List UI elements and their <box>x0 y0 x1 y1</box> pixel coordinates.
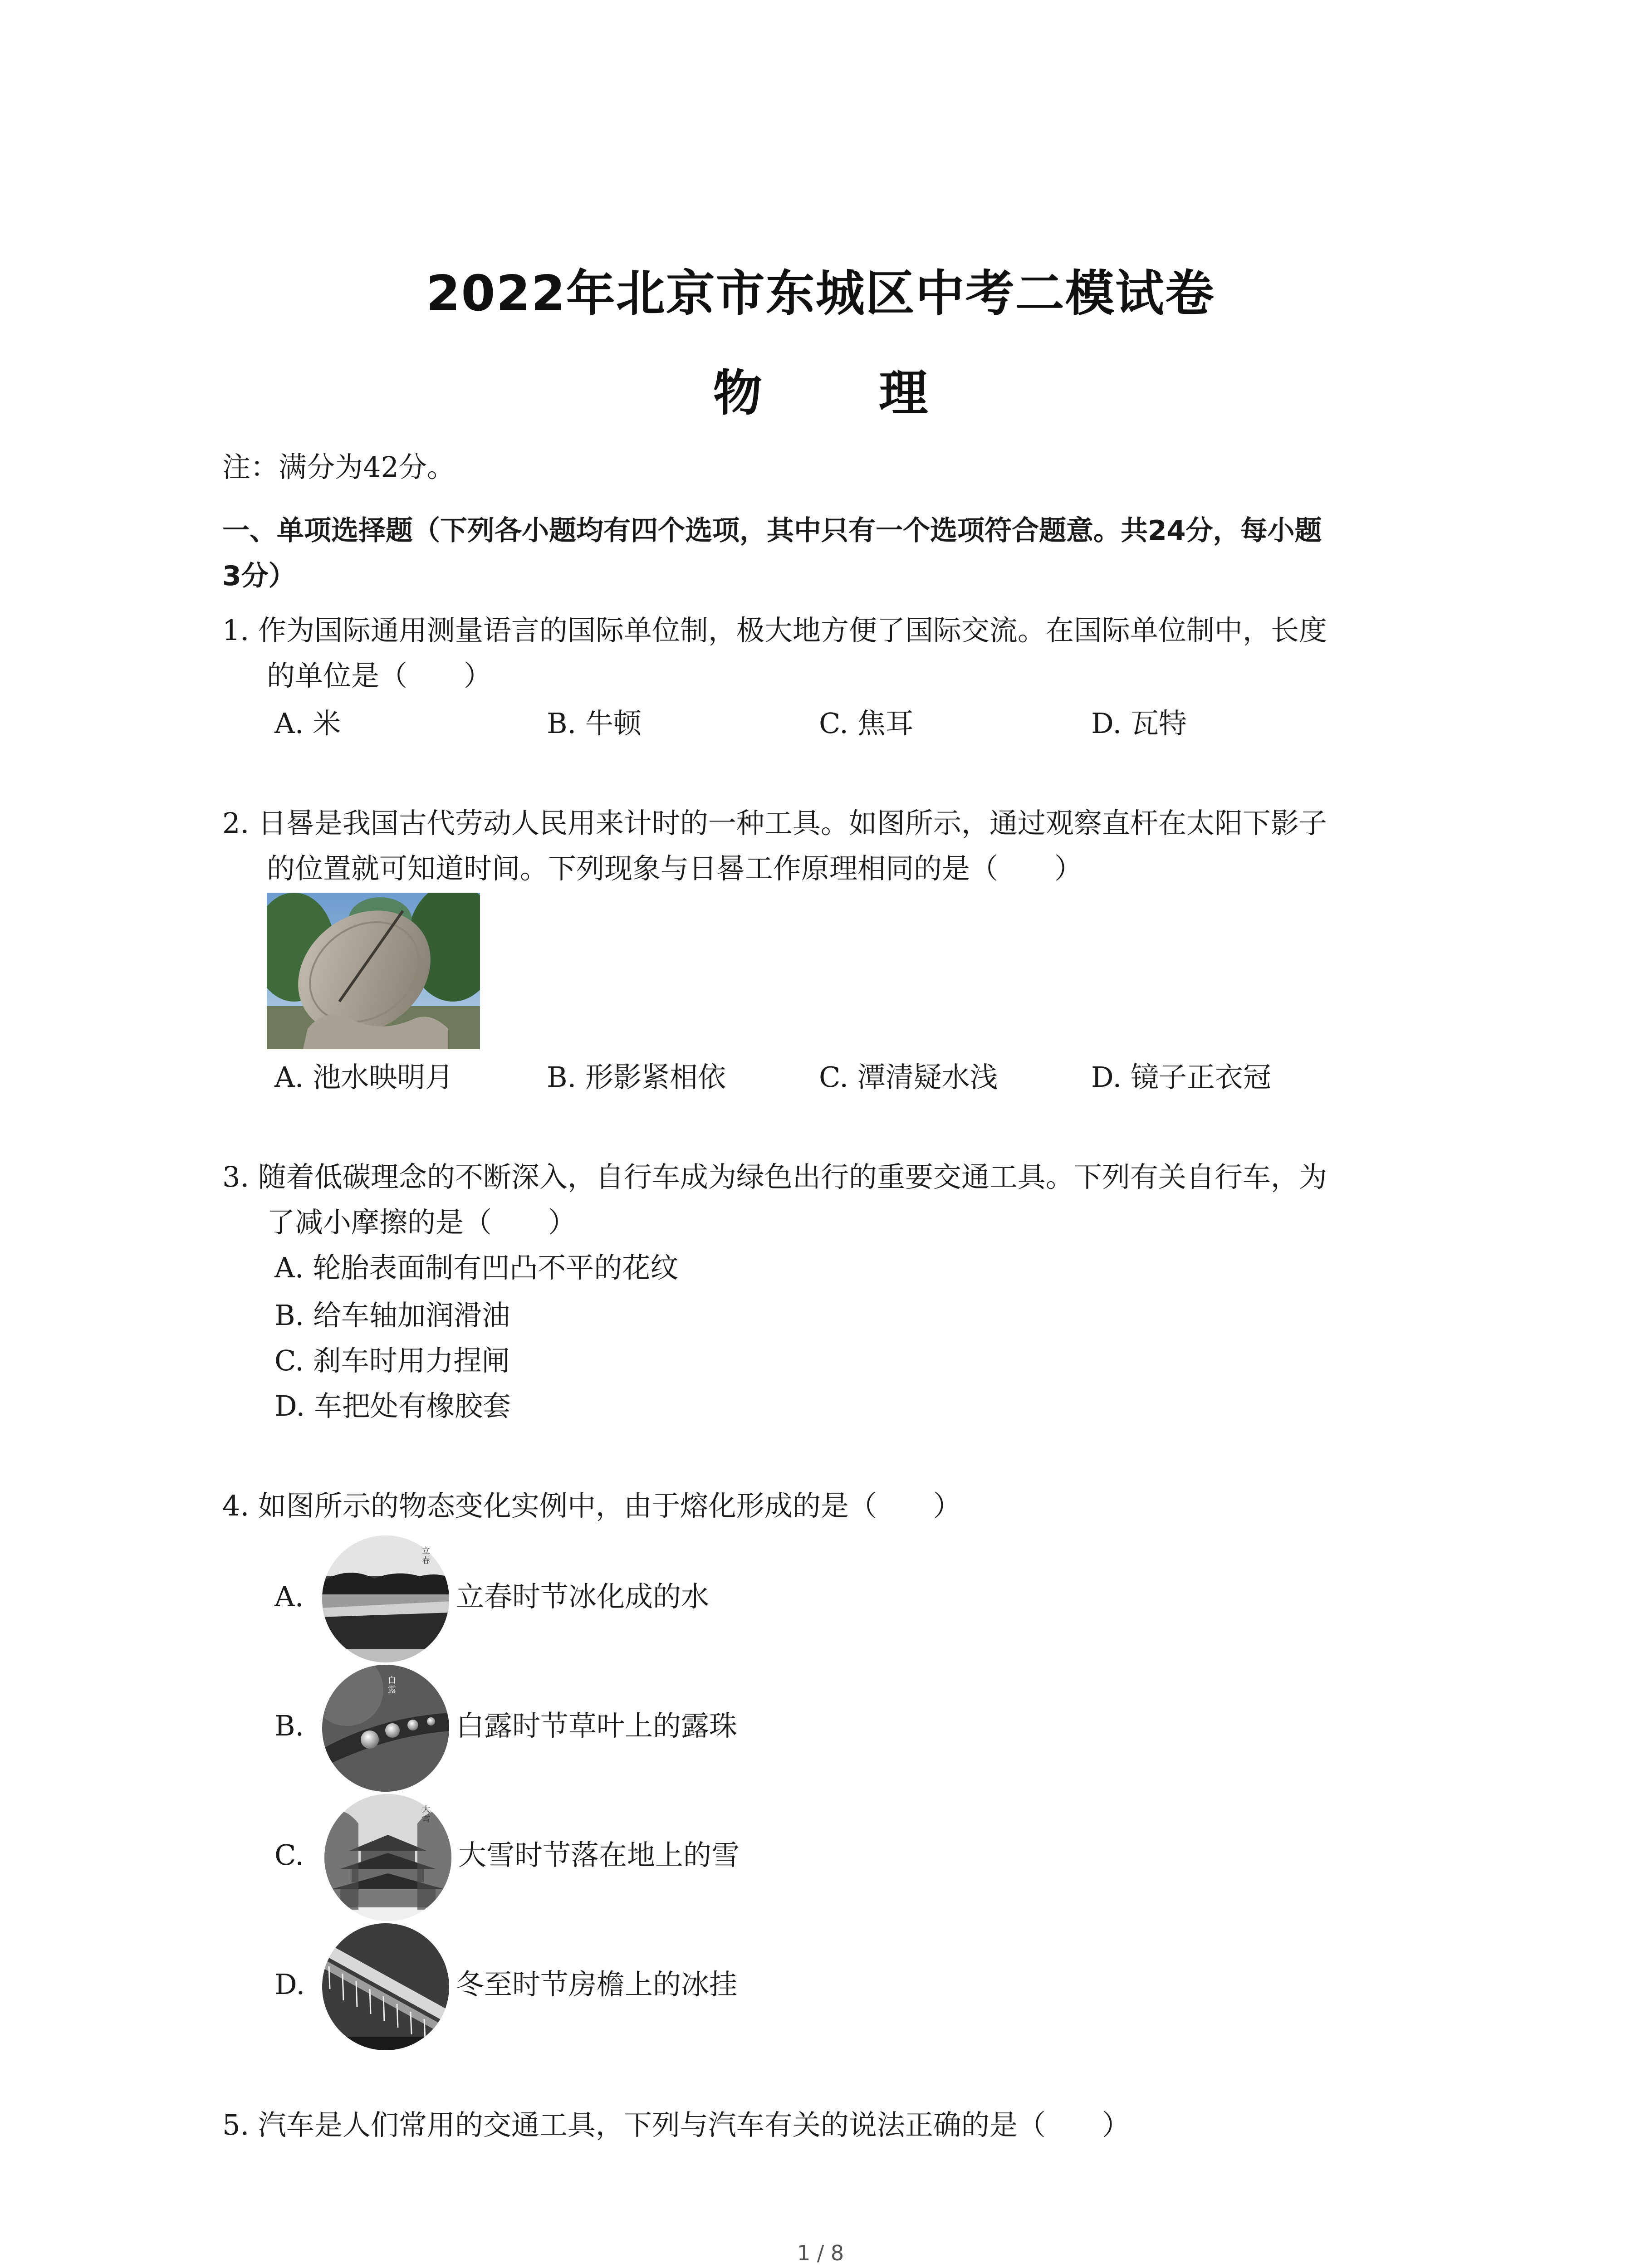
dew-drop-photo <box>320 1662 451 1794</box>
exam-title: 2022年北京市东城区中考二模试卷 <box>426 265 1215 322</box>
svg-text:大: 大 <box>422 1805 430 1814</box>
score-note: 注：满分为42分。 <box>222 450 455 484</box>
spring-ice-photo <box>320 1533 451 1665</box>
q1-option-a[interactable]: A. 米 <box>274 707 341 740</box>
q2-stem-line1: 2. 日晷是我国古代劳动人民用来计时的一种工具。如图所示，通过观察直杆在太阳下影子 <box>222 807 1327 840</box>
svg-text:春: 春 <box>422 1556 430 1565</box>
q4-option-a-letter[interactable]: A. <box>274 1580 304 1613</box>
section-heading-line1: 一、单项选择题（下列各小题均有四个选项，其中只有一个选项符合题意。共24分，每小题 <box>222 515 1322 547</box>
q1-stem-line1: 1. 作为国际通用测量语言的国际单位制，极大地方便了国际交流。在国际单位制中，长度 <box>222 614 1327 647</box>
q2-option-a[interactable]: A. 池水映明月 <box>274 1061 454 1094</box>
q2-option-b[interactable]: B. 形影紧相依 <box>547 1061 726 1094</box>
sundial-photo <box>267 893 480 1049</box>
svg-text:白: 白 <box>388 1676 396 1685</box>
subject-title: 物 理 <box>713 365 978 422</box>
q4-option-d-letter[interactable]: D. <box>274 1968 305 2001</box>
q3-option-a[interactable]: A. 轮胎表面制有凹凸不平的花纹 <box>274 1251 679 1284</box>
page-number: 1 / 8 <box>797 2241 844 2265</box>
q5-stem: 5. 汽车是人们常用的交通工具，下列与汽车有关的说法正确的是（ ） <box>222 2108 1130 2141</box>
q1-option-b[interactable]: B. 牛顿 <box>547 707 642 740</box>
q3-stem-line2: 了减小摩擦的是（ ） <box>267 1206 577 1239</box>
section-heading-line2: 3分） <box>222 560 296 592</box>
q3-option-d[interactable]: D. 车把处有橡胶套 <box>274 1389 511 1422</box>
q4-option-d-text[interactable]: 冬至时节房檐上的冰挂 <box>456 1968 738 2001</box>
q1-stem-line2: 的单位是（ ） <box>267 659 492 692</box>
q2-option-c[interactable]: C. 潭清疑水浅 <box>819 1061 998 1094</box>
q4-option-a-text[interactable]: 立春时节冰化成的水 <box>456 1580 710 1613</box>
q1-option-c[interactable]: C. 焦耳 <box>819 707 914 740</box>
svg-text:立: 立 <box>422 1546 430 1556</box>
q4-option-b-text[interactable]: 白露时节草叶上的露珠 <box>456 1709 738 1742</box>
q4-option-c-text[interactable]: 大雪时节落在地上的雪 <box>458 1838 740 1872</box>
q4-option-b-letter[interactable]: B. <box>274 1709 304 1742</box>
q1-option-d[interactable]: D. 瓦特 <box>1091 707 1187 740</box>
q2-option-d[interactable]: D. 镜子正衣冠 <box>1091 1061 1271 1094</box>
q3-stem-line1: 3. 随着低碳理念的不断深入，自行车成为绿色出行的重要交通工具。下列有关自行车，为 <box>222 1160 1327 1193</box>
icicle-eaves-photo <box>320 1921 451 2053</box>
q4-option-c-letter[interactable]: C. <box>274 1838 304 1872</box>
svg-text:露: 露 <box>388 1685 396 1695</box>
svg-text:雪: 雪 <box>422 1814 430 1824</box>
q3-option-b[interactable]: B. 给车轴加润滑油 <box>274 1299 510 1332</box>
q2-stem-line2: 的位置就可知道时间。下列现象与日晷工作原理相同的是（ ） <box>267 852 1083 885</box>
q4-stem: 4. 如图所示的物态变化实例中，由于熔化形成的是（ ） <box>222 1489 961 1522</box>
snow-temple-photo <box>322 1792 454 1923</box>
q3-option-c[interactable]: C. 刹车时用力捏闸 <box>274 1344 510 1377</box>
